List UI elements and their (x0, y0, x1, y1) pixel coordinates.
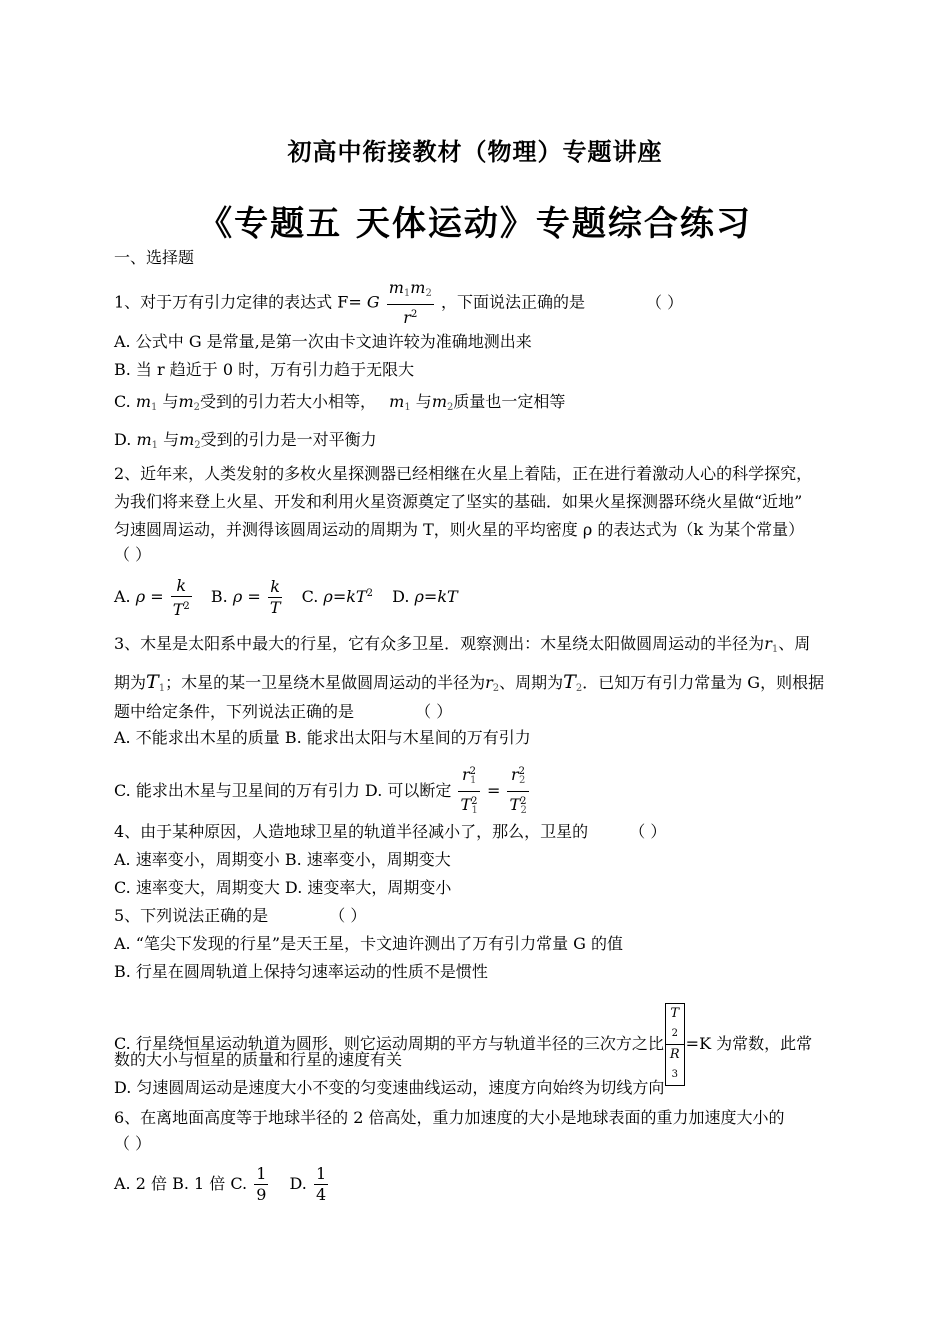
q6-d-label: D. (289, 1174, 312, 1193)
T-sub: 2 (575, 683, 583, 694)
q4-options-ab: A. 速率变小，周期变小 B. 速率变小，周期变大 (114, 850, 451, 869)
section-heading: 一、选择题 (114, 248, 195, 267)
numerator-one: 1 (315, 1164, 327, 1183)
q3-text-3: 题中给定条件，下列说法正确的是 (114, 702, 355, 721)
m2-sub: 2 (194, 440, 201, 451)
m1-var: m (389, 392, 405, 411)
T-var: T (269, 598, 281, 617)
equals-sign: = (247, 587, 261, 606)
r-sub: 1 (470, 775, 477, 786)
q3-text-2c: 、周期为 (499, 673, 564, 692)
q6-d-fraction (314, 1164, 328, 1205)
q3-line-2 (114, 672, 854, 699)
m2-var: m (431, 392, 447, 411)
equals-sign: = (150, 587, 164, 606)
r-sup: 2 (518, 766, 526, 777)
q2-b-fraction (268, 577, 283, 618)
q3-answer-bracket: （ ） (415, 702, 453, 721)
r-sub: 1 (771, 644, 779, 655)
m1-var: m (135, 392, 152, 411)
R-var: R (669, 1047, 680, 1062)
m1-sub: 1 (404, 402, 411, 413)
m1-sub: 1 (151, 402, 158, 413)
m1-var: m (136, 430, 152, 449)
q2-line-2: 为我们将来登上火星、开发和利用火星资源奠定了坚实的基础．如果火星探测器环绕火星做“近地” (114, 492, 803, 511)
r-var: r (510, 765, 519, 784)
q1-c-text: 受到的引力若大小相等， (200, 392, 377, 411)
q1-d-and: 与 (163, 430, 180, 449)
q1-option-a: A. 公式中 G 是常量,是第一次由卡文迪许较为准确地测出来 (114, 332, 532, 351)
q3-line-1 (114, 634, 854, 660)
m2-sub: 2 (193, 402, 201, 413)
r-var: r (461, 765, 470, 784)
q6-answer-bracket: （ ） (114, 1134, 152, 1153)
kT-var: kT (437, 587, 458, 606)
q1-c-and: 与 (162, 392, 179, 411)
m1-sub: 1 (403, 288, 411, 299)
k-var: k (268, 577, 283, 598)
q3-text-1a: 3、木星是太阳系中最大的行星，它有众多卫星．观察测出：木星绕太阳做圆周运动的半径为 (114, 634, 765, 653)
q5-answer-bracket: （ ） (329, 906, 367, 925)
k-var: k (171, 576, 192, 597)
T-sup: 2 (471, 796, 478, 807)
q2-c-label: C. (301, 587, 324, 606)
q6-c-fraction (254, 1164, 268, 1205)
q4-stem (114, 822, 854, 842)
rho-symbol: ρ (232, 587, 243, 606)
q5-boxed-fraction (665, 1003, 685, 1086)
page-subtitle: 《专题五 天体运动》专题综合练习 (198, 204, 752, 244)
q3-cd-text: C. 能求出木星与卫星间的万有引力 D. 可以断定 (114, 781, 452, 800)
q4-stem-text: 4、由于某种原因，人造地球卫星的轨道半径减小了，那么，卫星的 (114, 822, 589, 841)
r-sup: 2 (410, 309, 418, 320)
page-title: 初高中衔接教材（物理）专题讲座 (287, 138, 663, 166)
rho-symbol: ρ (323, 587, 333, 606)
m2-sub: 2 (446, 402, 454, 413)
q1-answer-bracket: （ ） (646, 292, 684, 312)
kT-sup: 2 (366, 588, 373, 599)
m2-var: m (179, 430, 195, 449)
m2-var: m (178, 392, 194, 411)
R-sup: 3 (671, 1069, 678, 1080)
q1-option-b: B. 当 r 趋近于 0 时，万有引力趋于无限大 (114, 360, 415, 379)
T-sub: 2 (520, 805, 527, 816)
q3-options-cd (114, 762, 854, 821)
m2-var: m (410, 278, 426, 297)
q1-d-text: 受到的引力是一对平衡力 (200, 430, 377, 449)
q5-c-text-1: C. 行星绕恒星运动轨道为圆形，则它运动周期的平方与轨道半径的三次方之比 (114, 1034, 664, 1053)
q1-stem (114, 278, 854, 328)
q5-stem-text: 5、下列说法正确的是 (114, 906, 269, 925)
T-sup: 2 (671, 1028, 678, 1039)
T-var: T (460, 795, 472, 814)
q4-options-cd: C. 速率变大，周期变大 D. 速变率大，周期变小 (114, 878, 452, 897)
r-sub: 2 (492, 683, 500, 694)
T-var: T (670, 1006, 680, 1021)
m2-sub: 2 (425, 288, 432, 299)
T-var: T (509, 795, 521, 814)
r-sup: 2 (469, 766, 476, 777)
m1-var: m (388, 278, 404, 297)
q2-answer-bracket: （ ） (114, 545, 152, 564)
rho-symbol: ρ (414, 587, 424, 606)
r-var: r (485, 673, 493, 692)
q5-stem (114, 906, 854, 926)
r-var: r (764, 634, 772, 653)
T-var: T (146, 671, 159, 693)
equals-sign: = (486, 781, 501, 800)
q5-option-d: D. 匀速圆周运动是速度大小不变的匀变速曲线运动，速度方向始终为切线方向 (114, 1078, 665, 1097)
q5-option-c (114, 1003, 854, 1086)
q2-a-label: A. (114, 587, 136, 606)
q2-line-3: 匀速圆周运动，并测得该圆周运动的周期为 T，则火星的平均密度 ρ 的表达式为（k 为某个常量） (114, 520, 805, 539)
q3-fraction-2 (507, 762, 528, 821)
numerator-one: 1 (256, 1164, 267, 1183)
q2-line-1: 2、近年来，人类发射的多枚火星探测器已经相继在火星上着陆，正在进行着激动人心的科学探究， (114, 464, 813, 483)
q3-text-2a: 期为 (114, 673, 147, 692)
q1-c-text2: 质量也一定相等 (453, 392, 566, 411)
q6-options (114, 1162, 854, 1206)
q5-c-text-2: =K 为常数，此常 (685, 1034, 813, 1053)
rho-symbol: ρ (135, 587, 146, 606)
q1-stem-pre: 1、对于万有引力定律的表达式 F= (114, 292, 362, 312)
r-var: r (403, 308, 411, 327)
q1-option-c (114, 392, 854, 418)
q5-option-c-cont: 数的大小与恒星的质量和行星的速度有关 (114, 1050, 403, 1069)
q2-a-fraction (171, 576, 192, 620)
T-sub: 1 (158, 683, 166, 694)
q2-b-label: B. (210, 587, 233, 606)
q1-c-label: C. (114, 392, 136, 411)
q3-fraction-1 (458, 762, 479, 821)
q1-c-and2: 与 (415, 392, 432, 411)
q6-line-1: 6、在离地面高度等于地球半径的 2 倍高处，重力加速度的大小是地球表面的重力加速度大小的 (114, 1108, 785, 1127)
q3-text-2d: ．已知万有引力常量为 G，则根据 (582, 673, 825, 692)
q5-option-a: A. “笔尖下发现的行星”是天王星，卡文迪许测出了万有引力常量 G 的值 (114, 934, 624, 953)
q1-stem-post: ，下面说法正确的是 (440, 292, 585, 312)
q1-option-d (114, 430, 854, 456)
kT-var: kT (346, 587, 367, 606)
q4-answer-bracket: （ ） (629, 822, 667, 841)
q1-formula-fraction (387, 278, 434, 328)
q2-d-label: D. (392, 587, 415, 606)
q1-G: G (366, 292, 380, 312)
m1-sub: 1 (151, 440, 158, 451)
q3-line-3 (114, 702, 854, 722)
q6-options-text: A. 2 倍 B. 1 倍 C. (114, 1174, 253, 1193)
denominator-nine: 9 (256, 1185, 267, 1204)
equals-sign: = (332, 587, 347, 606)
T-sup: 2 (520, 796, 527, 807)
denominator-four: 4 (315, 1185, 327, 1204)
T-var: T (172, 599, 184, 619)
q3-text-2b: ；木星的某一卫星绕木星做圆周运动的半径为 (165, 673, 486, 692)
T-var: T (563, 671, 576, 693)
equals-sign: = (423, 587, 438, 606)
q2-options (114, 572, 854, 620)
q3-text-1b: 、周 (778, 634, 811, 653)
q1-d-label: D. (114, 430, 137, 449)
q5-option-b: B. 行星在圆周轨道上保持匀速率运动的性质不是惯性 (114, 962, 488, 981)
T-sup: 2 (183, 600, 190, 612)
q3-options-ab: A. 不能求出木星的质量 B. 能求出太阳与木星间的万有引力 (114, 728, 531, 747)
T-sub: 1 (471, 805, 478, 816)
r-sub: 2 (519, 775, 526, 786)
